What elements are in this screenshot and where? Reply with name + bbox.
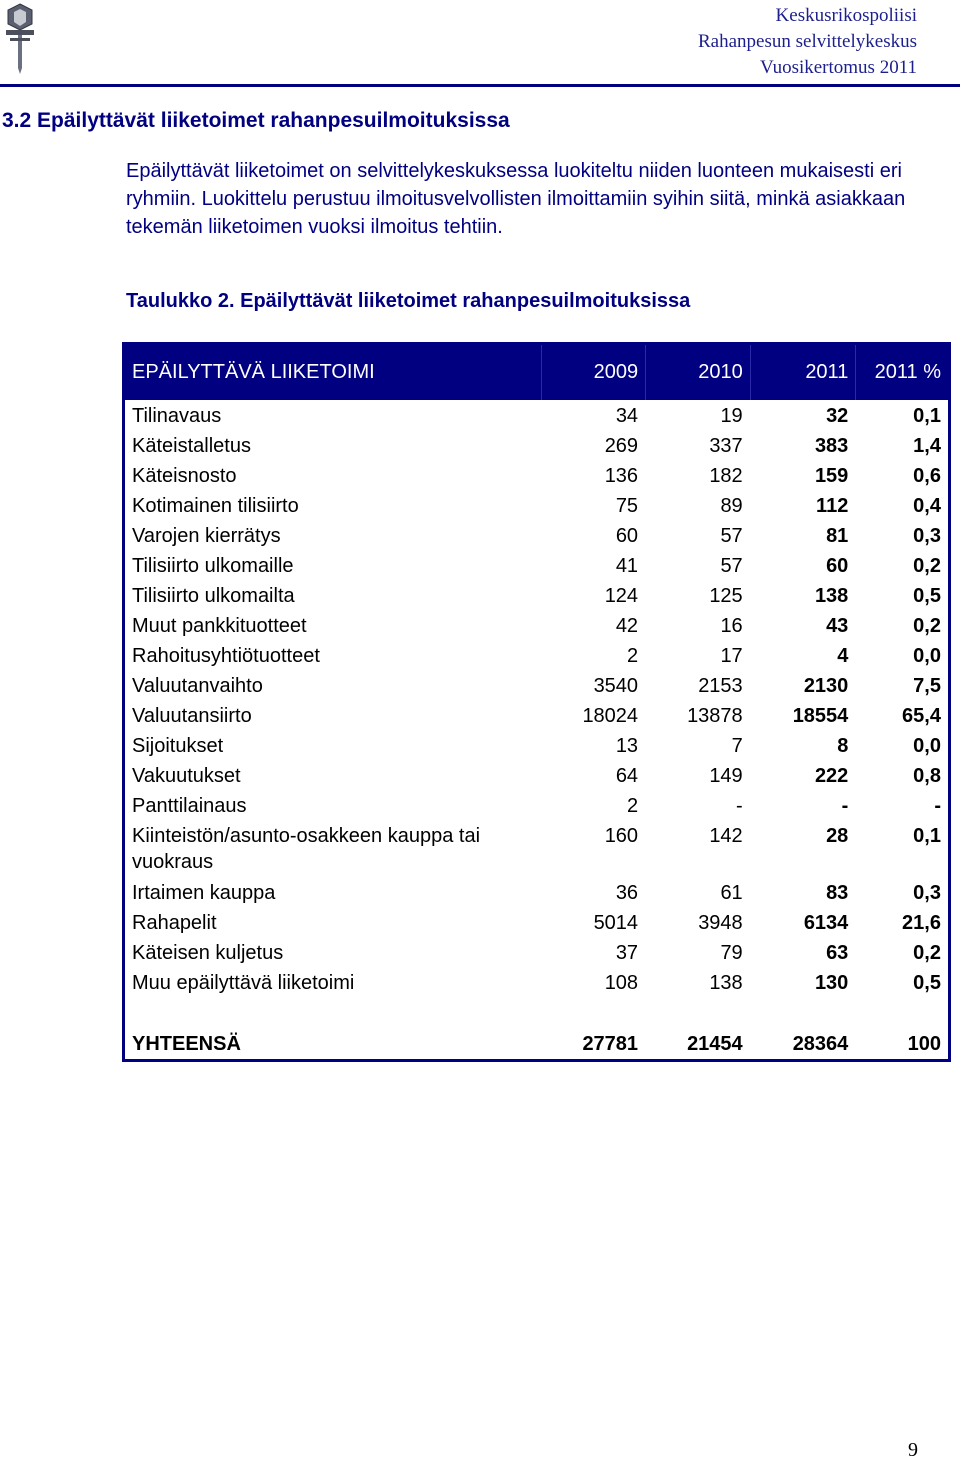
row-value-2009: 60 xyxy=(615,525,639,547)
row-value-2010: 79 xyxy=(720,942,743,964)
row-category: Valuutansiirto xyxy=(132,705,252,727)
row-category: Tilisiirto ulkomailta xyxy=(132,585,295,607)
row-value-2011-percent: 0,3 xyxy=(913,525,941,547)
table-row xyxy=(125,523,948,553)
row-category: Sijoitukset xyxy=(132,735,224,757)
row-value-2011-percent: 0,3 xyxy=(913,882,941,904)
row-category: Valuutanvaihto xyxy=(132,675,263,697)
table-row xyxy=(125,823,948,880)
section-heading: 3.2 Epäilyttävät liiketoimet rahanpesuilmoituksissa xyxy=(2,109,510,132)
total-2010: 21454 xyxy=(687,1032,743,1055)
row-value-2010: 125 xyxy=(709,585,743,607)
row-value-2010: 89 xyxy=(720,495,743,517)
row-value-2009: 36 xyxy=(615,882,639,904)
row-value-2009: 5014 xyxy=(593,912,639,934)
row-category: Tilinavaus xyxy=(132,405,222,427)
row-category: Varojen kierrätys xyxy=(132,525,281,547)
row-value-2011: 63 xyxy=(826,942,849,964)
row-value-2011-percent: 21,6 xyxy=(902,912,941,934)
row-value-2010: 57 xyxy=(720,555,743,577)
table-row xyxy=(125,880,948,910)
row-value-2009: 18024 xyxy=(582,705,639,727)
row-category: Vakuutukset xyxy=(132,765,241,787)
row-category: Rahoitusyhtiötuotteet xyxy=(132,645,320,667)
row-value-2011-percent: 0,2 xyxy=(913,615,941,637)
row-category: Irtaimen kauppa xyxy=(132,882,276,904)
table-row xyxy=(125,463,948,493)
total-2009: 27781 xyxy=(582,1032,639,1055)
transactions-table xyxy=(122,342,951,1062)
row-value-2010: 57 xyxy=(720,525,743,547)
row-value-2009: 124 xyxy=(604,585,639,607)
column-header-2010: 2010 xyxy=(645,345,750,400)
row-value-2010: 13878 xyxy=(687,705,743,727)
row-value-2011: 4 xyxy=(837,645,849,667)
row-value-2011: 112 xyxy=(816,495,849,517)
row-value-2009: 64 xyxy=(615,765,639,787)
table-body xyxy=(125,400,948,1000)
row-value-2010: 19 xyxy=(720,405,743,427)
table-row xyxy=(125,910,948,940)
row-category: Kotimainen tilisiirto xyxy=(132,495,299,517)
table-total-row xyxy=(125,1029,948,1059)
row-value-2011-percent: 0,0 xyxy=(913,645,941,667)
row-value-2009: 3540 xyxy=(593,675,639,697)
table-caption: Taulukko 2. Epäilyttävät liiketoimet rahanpesuilmoituksissa xyxy=(126,290,691,312)
table-row xyxy=(125,583,948,613)
row-value-2011: 81 xyxy=(826,525,849,547)
row-category: Käteisnosto xyxy=(132,465,237,487)
row-value-2009: 34 xyxy=(615,405,639,427)
row-value-2010: 149 xyxy=(709,765,743,787)
document-header xyxy=(698,3,917,81)
row-category: Rahapelit xyxy=(132,912,217,934)
table-row xyxy=(125,493,948,523)
page-number: 9 xyxy=(908,1439,918,1461)
row-category: Käteistalletus xyxy=(132,435,251,457)
row-value-2010: 2153 xyxy=(698,675,743,697)
row-value-2011: 43 xyxy=(826,615,849,637)
row-value-2009: 37 xyxy=(615,942,639,964)
row-value-2009: 136 xyxy=(604,465,639,487)
column-header-transaction: EPÄILYTTÄVÄ LIIKETOIMI xyxy=(132,361,375,383)
column-header-2009: 2009 xyxy=(541,345,645,400)
total-label: YHTEENSÄ xyxy=(132,1032,241,1055)
header-divider xyxy=(0,84,960,87)
column-header-2011: 2011 xyxy=(750,345,856,400)
row-value-2011-percent: 0,5 xyxy=(913,585,941,607)
total-2011-percent: 100 xyxy=(907,1032,941,1055)
row-value-2011: 8 xyxy=(837,735,849,757)
police-emblem-icon xyxy=(2,2,38,76)
row-value-2010: 138 xyxy=(709,972,743,994)
row-category: Muu epäilyttävä liiketoimi xyxy=(132,972,355,994)
table-row xyxy=(125,643,948,673)
row-value-2011-percent: 0,4 xyxy=(913,495,941,517)
row-value-2011: 222 xyxy=(814,765,849,787)
table-row xyxy=(125,793,948,823)
row-value-2009: 108 xyxy=(604,972,639,994)
row-value-2009: 160 xyxy=(604,825,639,847)
row-value-2011-percent: 0,1 xyxy=(913,825,941,847)
row-value-2009: 42 xyxy=(615,615,639,637)
table-row xyxy=(125,613,948,643)
row-category: Panttilainaus xyxy=(132,795,247,817)
intro-paragraph: Epäilyttävät liiketoimet on selvittelykeskuksessa luokiteltu niiden luonteen mukaisesti eri ryhmiin. Luokittelu perustuu ilmoitusvelvollisten ilmoittamiin syihin siitä, minkä asiakkaan tekemän liiketoimen vuoksi ilmoitus tehtiin. xyxy=(126,160,906,238)
row-value-2011: 6134 xyxy=(803,912,849,934)
row-value-2011: 32 xyxy=(826,405,849,427)
row-value-2011-percent: 0,5 xyxy=(913,972,941,994)
row-value-2011: 28 xyxy=(826,825,849,847)
row-category: Kiinteistön/asunto-osakkeen kauppa tai vuokraus xyxy=(132,825,481,873)
row-value-2011-percent: 0,6 xyxy=(913,465,941,487)
table-row xyxy=(125,403,948,433)
row-value-2011-percent: 0,2 xyxy=(913,555,941,577)
header-unit: Rahanpesun selvittelykeskus xyxy=(698,31,917,52)
table-row xyxy=(125,673,948,703)
row-value-2011-percent: 0,1 xyxy=(913,405,941,427)
row-value-2011-percent: - xyxy=(934,795,941,817)
row-value-2010: 16 xyxy=(720,615,743,637)
row-value-2011: - xyxy=(841,795,849,817)
header-organization: Keskusrikospoliisi xyxy=(775,5,917,26)
row-value-2010: 17 xyxy=(720,645,743,667)
row-value-2011-percent: 0,8 xyxy=(913,765,941,787)
total-2011: 28364 xyxy=(792,1032,849,1055)
row-value-2010: - xyxy=(736,795,743,817)
row-value-2011-percent: 65,4 xyxy=(902,705,941,727)
row-category: Tilisiirto ulkomaille xyxy=(132,555,294,577)
row-value-2009: 41 xyxy=(615,555,639,577)
row-value-2009: 2 xyxy=(626,795,639,817)
row-value-2011: 159 xyxy=(814,465,849,487)
row-value-2010: 61 xyxy=(720,882,743,904)
row-category: Muut pankkituotteet xyxy=(132,615,307,637)
row-value-2010: 7 xyxy=(731,735,743,757)
table-row xyxy=(125,763,948,793)
table-row xyxy=(125,940,948,970)
row-category: Käteisen kuljetus xyxy=(132,942,284,964)
row-value-2011: 83 xyxy=(826,882,849,904)
row-value-2011: 383 xyxy=(814,435,849,457)
table-row xyxy=(125,970,948,1000)
table-row xyxy=(125,433,948,463)
row-value-2011: 60 xyxy=(826,555,849,577)
table-row xyxy=(125,703,948,733)
row-value-2009: 13 xyxy=(615,735,639,757)
row-value-2011: 18554 xyxy=(792,705,849,727)
row-value-2011: 2130 xyxy=(803,675,849,697)
row-value-2010: 182 xyxy=(709,465,743,487)
column-header-2011-percent: 2011 % xyxy=(855,345,948,400)
header-report-title: Vuosikertomus 2011 xyxy=(759,57,917,78)
row-value-2010: 3948 xyxy=(698,912,743,934)
row-value-2009: 2 xyxy=(626,645,639,667)
row-value-2009: 75 xyxy=(615,495,639,517)
table-header-row xyxy=(125,345,948,400)
row-value-2010: 142 xyxy=(709,825,743,847)
row-value-2010: 337 xyxy=(709,435,743,457)
table-row xyxy=(125,553,948,583)
row-value-2011-percent: 1,4 xyxy=(913,435,941,457)
row-value-2009: 269 xyxy=(604,435,639,457)
table-row xyxy=(125,733,948,763)
row-value-2011-percent: 7,5 xyxy=(913,675,941,697)
row-value-2011-percent: 0,2 xyxy=(913,942,941,964)
row-value-2011-percent: 0,0 xyxy=(913,735,941,757)
row-value-2011: 138 xyxy=(814,585,849,607)
row-value-2011: 130 xyxy=(814,972,849,994)
